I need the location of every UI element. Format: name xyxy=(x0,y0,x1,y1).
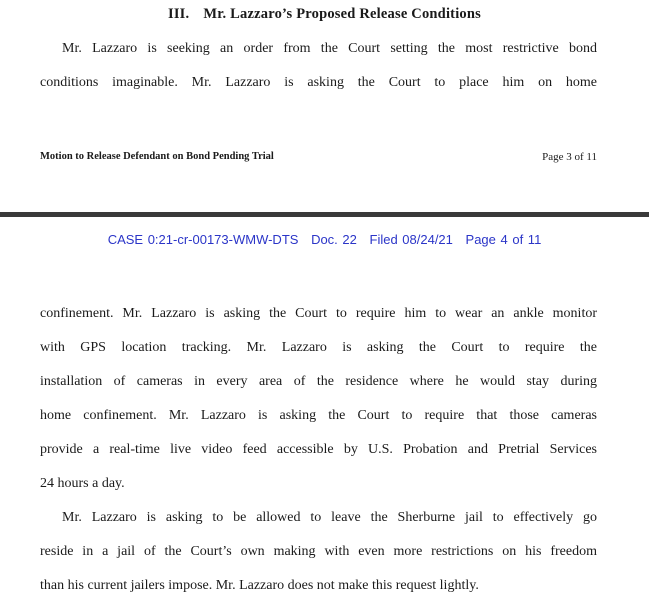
case-header xyxy=(0,232,649,247)
paragraph-line: with GPS location tracking. Mr. Lazzaro is asking the Court to require the xyxy=(40,340,597,355)
paragraph-line: installation of cameras in every area of the residence where he would stay during xyxy=(40,374,597,389)
paragraph-line: 24 hours a day. xyxy=(40,476,125,491)
page-number: Page 4 of 11 xyxy=(465,232,542,247)
paragraph-line: Mr. Lazzaro is seeking an order from the Court setting the most restrictive bond xyxy=(62,41,597,56)
section-heading-number: III. xyxy=(167,6,190,22)
paragraph-line: confinement. Mr. Lazzaro is asking the Court to require him to wear an ankle monitor xyxy=(40,306,597,321)
section-heading-text: Mr. Lazzaro’s Proposed Release Conditions xyxy=(203,6,481,22)
section-heading xyxy=(0,6,649,23)
page-footer-number: Page 3 of 11 xyxy=(542,151,597,163)
page-divider xyxy=(0,212,649,217)
paragraph-line: Mr. Lazzaro is asking to be allowed to leave the Sherburne jail to effectively go xyxy=(62,510,597,525)
document-number: Doc. 22 xyxy=(311,232,357,247)
paragraph-line: reside in a jail of the Court’s own making with even more restrictions on his freedom xyxy=(40,544,597,559)
document-page-3 xyxy=(0,0,649,214)
case-number: CASE 0:21-cr-00173-WMW-DTS xyxy=(107,232,299,247)
document-page-4 xyxy=(0,219,649,611)
paragraph-line: conditions imaginable. Mr. Lazzaro is asking the Court to place him on home xyxy=(40,75,597,90)
paragraph-line: home confinement. Mr. Lazzaro is asking the Court to require that those cameras xyxy=(40,408,597,423)
page-footer-title: Motion to Release Defendant on Bond Pending Trial xyxy=(40,151,274,162)
paragraph-line: provide a real-time live video feed accessible by U.S. Probation and Pretrial Services xyxy=(40,442,597,457)
filed-date: Filed 08/24/21 xyxy=(369,232,453,247)
paragraph-line: than his current jailers impose. Mr. Lazzaro does not make this request lightly. xyxy=(40,578,479,593)
